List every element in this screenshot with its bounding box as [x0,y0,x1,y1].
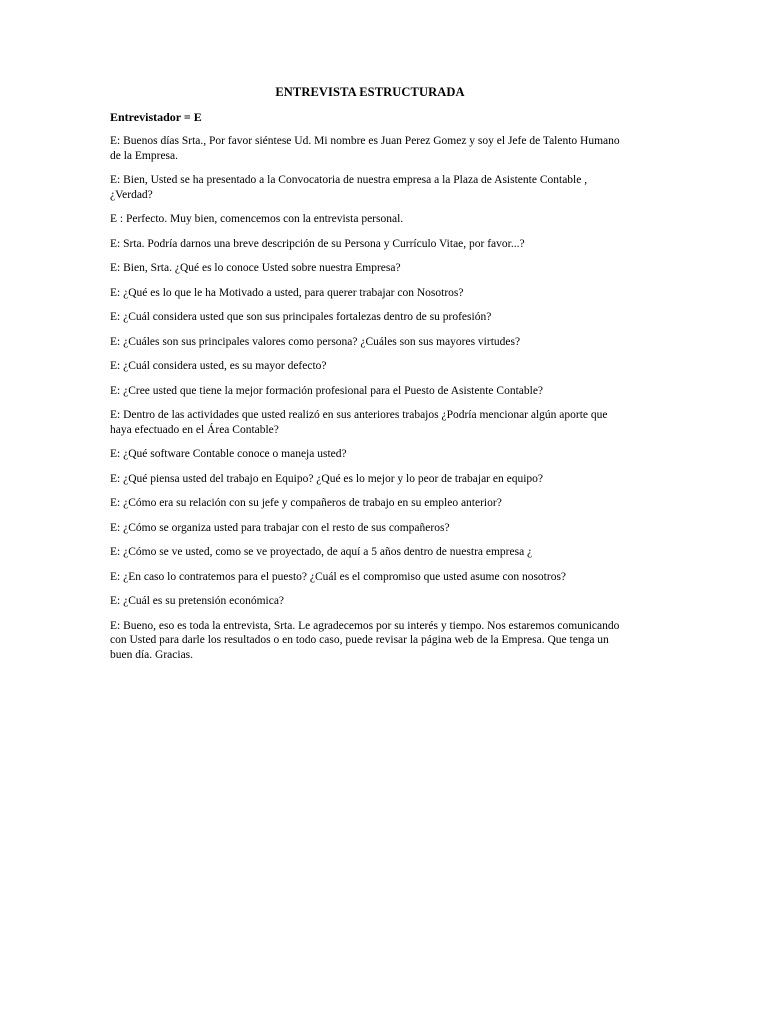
interviewer-legend: Entrevistador = E [110,110,202,124]
document-page [110,84,630,672]
paragraph-5: E: Bien, Srta. ¿Qué es lo conoce Usted sobre nuestra Empresa? [110,262,401,274]
paragraph-8: E: ¿Cuáles son sus principales valores como persona? ¿Cuáles son sus mayores virtudes? [110,335,521,348]
paragraph-15: E: ¿Cómo se organiza usted para trabajar con el resto de sus compañeros? [110,521,450,534]
paragraph-3: E : Perfecto. Muy bien, comencemos con la entrevista personal. [110,213,404,225]
paragraph-13: E: ¿Qué piensa usted del trabajo en Equipo? ¿Qué es lo mejor y lo peor de trabajar en equipo? [110,472,544,485]
paragraph-17: E: ¿En caso lo contratemos para el puesto? ¿Cuál es el compromiso que usted asume con nosotros? [110,570,567,583]
paragraph-4: E: Srta. Podría darnos una breve descripción de su Persona y Currículo Vitae, por favor...? [110,237,525,250]
paragraph-2: E: Bien, Usted se ha presentado a la Convocatoria de nuestra empresa a la Plaza de Asistente Contable , ¿Verdad? [110,174,588,201]
paragraph-1: E: Buenos días Srta., Por favor siéntese Ud. Mi nombre es Juan Perez Gomez y soy el Jefe de Talento Humano de la Empresa. [110,135,620,162]
paragraph-7: E: ¿Cuál considera usted que son sus principales fortalezas dentro de su profesión? [110,311,492,323]
paragraph-10: E: ¿Cree usted que tiene la mejor formación profesional para el Puesto de Asistente Contable? [110,384,544,397]
paragraph-9: E: ¿Cuál considera usted, es su mayor defecto? [110,360,327,372]
paragraph-11: E: Dentro de las actividades que usted realizó en sus anteriores trabajos ¿Podría mencionar algún aporte que haya efectuado en el Área Contable? [110,409,608,436]
paragraph-16: E: ¿Cómo se ve usted, como se ve proyectado, de aquí a 5 años dentro de nuestra empresa ¿ [110,546,533,558]
paragraph-14: E: ¿Cómo era su relación con su jefe y compañeros de trabajo en su empleo anterior? [110,497,502,509]
document-title: ENTREVISTA ESTRUCTURADA [275,85,465,99]
paragraph-19: E: Bueno, eso es toda la entrevista, Srta. Le agradecemos por su interés y tiempo. Nos estaremos comunicando con Usted para darle los resultados o en todo caso, puede revisar la página web de la Empresa. Que tenga un buen día. Gracias. [110,619,620,661]
paragraph-12: E: ¿Qué software Contable conoce o maneja usted? [110,448,347,460]
paragraph-18: E: ¿Cuál es su pretensión económica? [110,595,285,607]
paragraph-6: E: ¿Qué es lo que le ha Motivado a usted, para querer trabajar con Nosotros? [110,286,464,299]
